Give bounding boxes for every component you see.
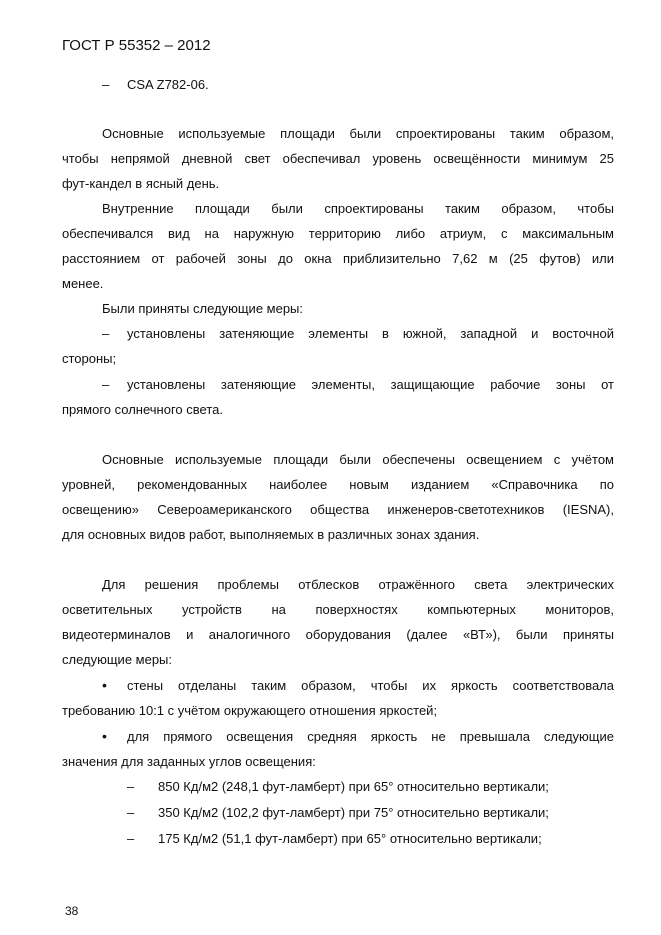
paragraph-line: осветительных устройств на поверхностях компьютерных мониторов,	[62, 602, 614, 617]
paragraph-line: менее.	[62, 276, 104, 291]
paragraph-line: следующие меры:	[62, 652, 173, 667]
paragraph-line: расстоянием от рабочей зоны до окна приблизительно 7,62 м (25 футов) или	[62, 251, 614, 266]
list-item-line: для прямого освещения средняя яркость не превышала следующие	[127, 729, 614, 744]
list-dash: –	[102, 377, 110, 392]
list-item-line: установлены затеняющие элементы, защищающие рабочие зоны от	[127, 377, 614, 392]
paragraph-line: обеспечивался вид на наружную территорию либо атриум, с максимальным	[62, 226, 614, 241]
bullet-marker: •	[102, 677, 107, 693]
list-dash: –	[102, 77, 110, 92]
paragraph-line: уровней, рекомендованных наиболее новым изданием «Справочника по	[62, 477, 614, 492]
list-item-line: стороны;	[62, 351, 117, 366]
list-dash: –	[127, 805, 135, 820]
list-item-line: установлены затеняющие элементы в южной, западной и восточной	[127, 326, 614, 341]
list-dash: –	[127, 779, 135, 794]
sub-list-item: 350 Кд/м2 (102,2 фут-ламберт) при 75° относительно вертикали;	[158, 805, 549, 820]
paragraph-line: Основные используемые площади были спроектированы таким образом,	[102, 126, 614, 141]
paragraph-line: освещению» Североамериканского общества инженеров-светотехников (IESNA),	[62, 502, 614, 517]
paragraph-line: Были приняты следующие меры:	[102, 301, 304, 316]
list-item-line: значения для заданных углов освещения:	[62, 754, 316, 769]
sub-list-item: 850 Кд/м2 (248,1 фут-ламберт) при 65° относительно вертикали;	[158, 779, 549, 794]
page-number: 38	[65, 904, 79, 918]
list-dash: –	[102, 326, 110, 341]
paragraph-line: чтобы непрямой дневной свет обеспечивал уровень освещённости минимум 25	[62, 151, 614, 166]
paragraph-line: Для решения проблемы отблесков отражённого света электрических	[102, 577, 614, 592]
list-item-line: требованию 10:1 с учётом окружающего отношения яркостей;	[62, 703, 438, 718]
list-item-line: прямого солнечного света.	[62, 402, 223, 417]
document-header: ГОСТ Р 55352 – 2012	[62, 37, 211, 54]
paragraph-line: фут-кандел в ясный день.	[62, 176, 220, 191]
sub-list-item: 175 Кд/м2 (51,1 фут-ламберт) при 65° относительно вертикали;	[158, 831, 542, 846]
paragraph-line: видеотерминалов и аналогичного оборудования (далее «ВТ»), были приняты	[62, 627, 614, 642]
bullet-marker: •	[102, 728, 107, 744]
paragraph-line: для основных видов работ, выполняемых в различных зонах здания.	[62, 527, 480, 542]
paragraph-line: Основные используемые площади были обеспечены освещением с учётом	[102, 452, 614, 467]
standard-reference: CSA Z782-06.	[127, 77, 209, 92]
list-dash: –	[127, 831, 135, 846]
list-item-line: стены отделаны таким образом, чтобы их яркость соответствовала	[127, 678, 614, 693]
paragraph-line: Внутренние площади были спроектированы таким образом, чтобы	[102, 201, 614, 216]
